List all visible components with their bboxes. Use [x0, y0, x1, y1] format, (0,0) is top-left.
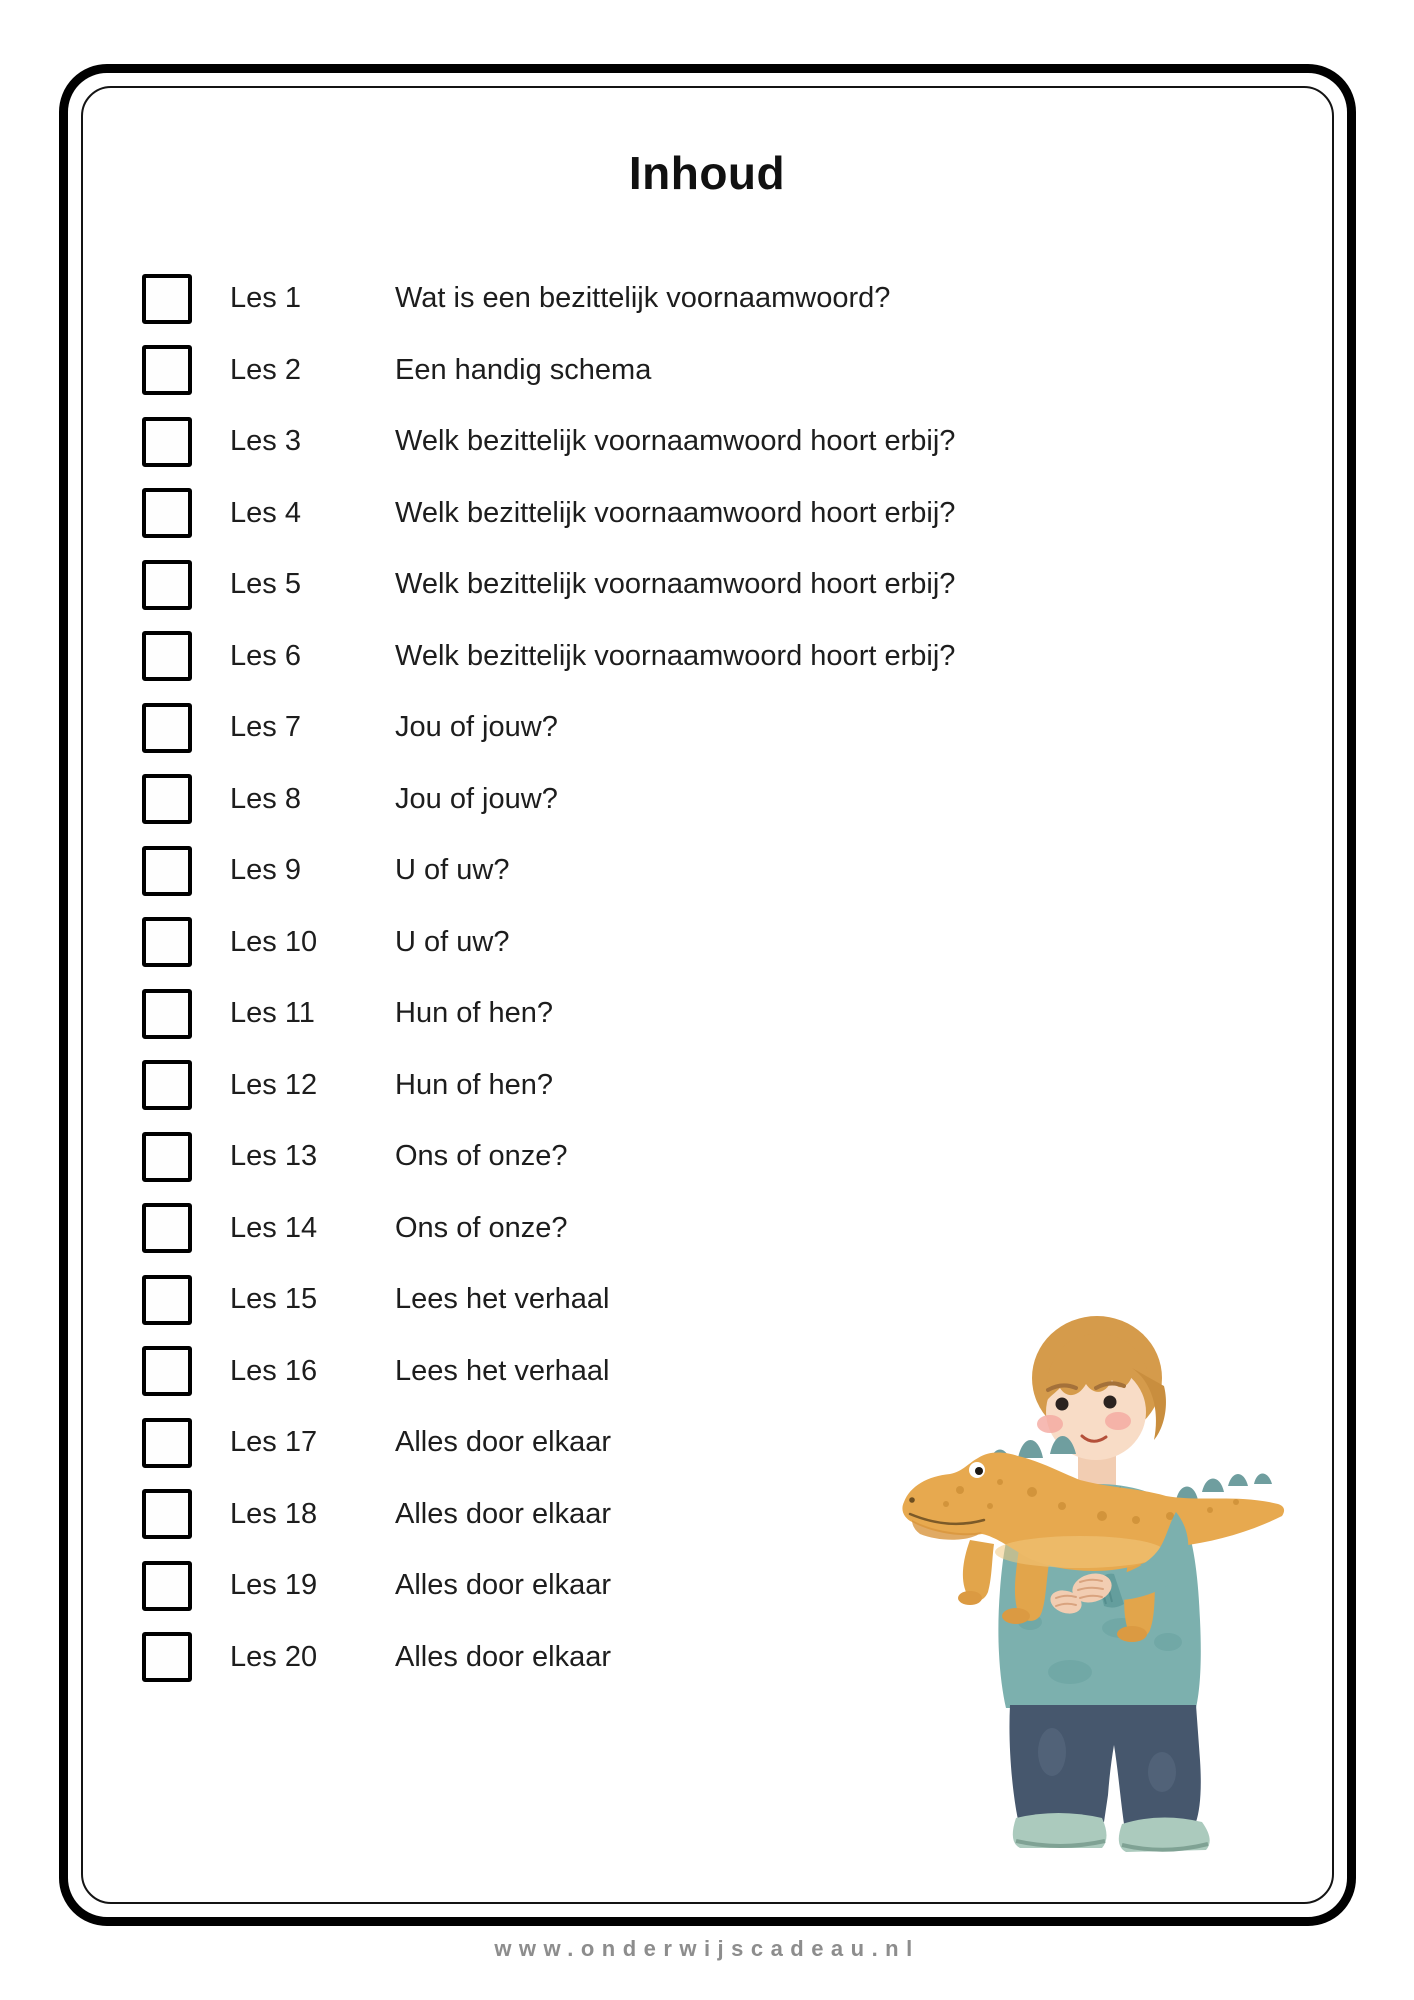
toc-row — [142, 1264, 955, 1336]
lesson-checkbox[interactable] — [142, 1275, 192, 1325]
lesson-checkbox[interactable] — [142, 1489, 192, 1539]
lesson-title: Welk bezittelijk voornaamwoord hoort erbij? — [395, 639, 956, 672]
toc-row — [142, 263, 955, 335]
lesson-number: Les 10 — [230, 925, 318, 958]
toc-row — [142, 835, 955, 907]
page-title: Inhoud — [628, 147, 786, 199]
lesson-title: Alles door elkaar — [395, 1426, 611, 1459]
lesson-checkbox[interactable] — [142, 1203, 192, 1253]
lesson-number: Les 15 — [230, 1283, 318, 1316]
lesson-title: Welk bezittelijk voornaamwoord hoort erbij? — [395, 568, 956, 601]
lesson-title: Ons of onze? — [395, 1140, 568, 1173]
lesson-number: Les 18 — [230, 1497, 318, 1530]
toc-row — [142, 907, 955, 979]
lesson-title: U of uw? — [395, 854, 510, 887]
lesson-number: Les 6 — [230, 639, 301, 672]
lesson-number: Les 7 — [230, 711, 301, 744]
lesson-number: Les 14 — [230, 1211, 318, 1244]
toc-row — [142, 1550, 955, 1622]
lesson-checkbox[interactable] — [142, 274, 192, 324]
lesson-number: Les 17 — [230, 1426, 318, 1459]
lesson-checkbox[interactable] — [142, 703, 192, 753]
lesson-checkbox[interactable] — [142, 1561, 192, 1611]
lesson-title: Welk bezittelijk voornaamwoord hoort erbij? — [395, 425, 956, 458]
toc-row — [142, 1121, 955, 1193]
lesson-title: Lees het verhaal — [395, 1283, 610, 1316]
footer-url: www.onderwijscadeau.nl — [494, 1936, 920, 1961]
lesson-number: Les 12 — [230, 1068, 318, 1101]
lesson-title: U of uw? — [395, 925, 510, 958]
toc-row — [142, 1479, 955, 1551]
lesson-number: Les 1 — [230, 282, 301, 315]
lesson-checkbox[interactable] — [142, 417, 192, 467]
toc-row — [142, 1193, 955, 1265]
toc-row — [142, 1622, 955, 1694]
lesson-checkbox[interactable] — [142, 631, 192, 681]
toc-row — [142, 335, 955, 407]
lesson-title: Welk bezittelijk voornaamwoord hoort erbij? — [395, 496, 956, 529]
lesson-title: Ons of onze? — [395, 1211, 568, 1244]
lesson-number: Les 3 — [230, 425, 301, 458]
illustration-boy-with-dinosaur — [870, 1290, 1300, 1860]
lesson-title: Alles door elkaar — [395, 1497, 611, 1530]
lesson-checkbox[interactable] — [142, 345, 192, 395]
toc-row — [142, 764, 955, 836]
toc-row — [142, 1407, 955, 1479]
toc-row — [142, 978, 955, 1050]
lesson-checkbox[interactable] — [142, 774, 192, 824]
lesson-title: Jou of jouw? — [395, 782, 558, 815]
lesson-checkbox[interactable] — [142, 917, 192, 967]
lesson-title: Een handig schema — [395, 353, 652, 386]
lesson-checkbox[interactable] — [142, 560, 192, 610]
lesson-title: Alles door elkaar — [395, 1569, 611, 1602]
toc-row — [142, 478, 955, 550]
lesson-checkbox[interactable] — [142, 1060, 192, 1110]
lesson-title: Hun of hen? — [395, 997, 554, 1030]
lesson-number: Les 19 — [230, 1569, 318, 1602]
lesson-title: Lees het verhaal — [395, 1354, 610, 1387]
lesson-number: Les 8 — [230, 782, 301, 815]
lesson-checkbox[interactable] — [142, 846, 192, 896]
lesson-title: Hun of hen? — [395, 1068, 554, 1101]
toc-row — [142, 1336, 955, 1408]
lesson-number: Les 2 — [230, 353, 301, 386]
lesson-number: Les 5 — [230, 568, 301, 601]
lesson-number: Les 16 — [230, 1354, 318, 1387]
lesson-checkbox[interactable] — [142, 1632, 192, 1682]
lesson-checkbox[interactable] — [142, 989, 192, 1039]
lesson-checkbox[interactable] — [142, 488, 192, 538]
lesson-number: Les 11 — [230, 997, 315, 1030]
toc-row — [142, 692, 955, 764]
lesson-number: Les 9 — [230, 854, 301, 887]
toc-row — [142, 549, 955, 621]
lesson-checkbox[interactable] — [142, 1418, 192, 1468]
lesson-checkbox[interactable] — [142, 1346, 192, 1396]
toc-row — [142, 621, 955, 693]
lesson-title: Wat is een bezittelijk voornaamwoord? — [395, 282, 891, 315]
lesson-number: Les 20 — [230, 1640, 318, 1673]
lesson-number: Les 13 — [230, 1140, 318, 1173]
lesson-checkbox[interactable] — [142, 1132, 192, 1182]
toc-row — [142, 1050, 955, 1122]
toc-list — [142, 263, 955, 1693]
lesson-number: Les 4 — [230, 496, 301, 529]
lesson-title: Alles door elkaar — [395, 1640, 611, 1673]
lesson-title: Jou of jouw? — [395, 711, 558, 744]
toc-row — [142, 406, 955, 478]
